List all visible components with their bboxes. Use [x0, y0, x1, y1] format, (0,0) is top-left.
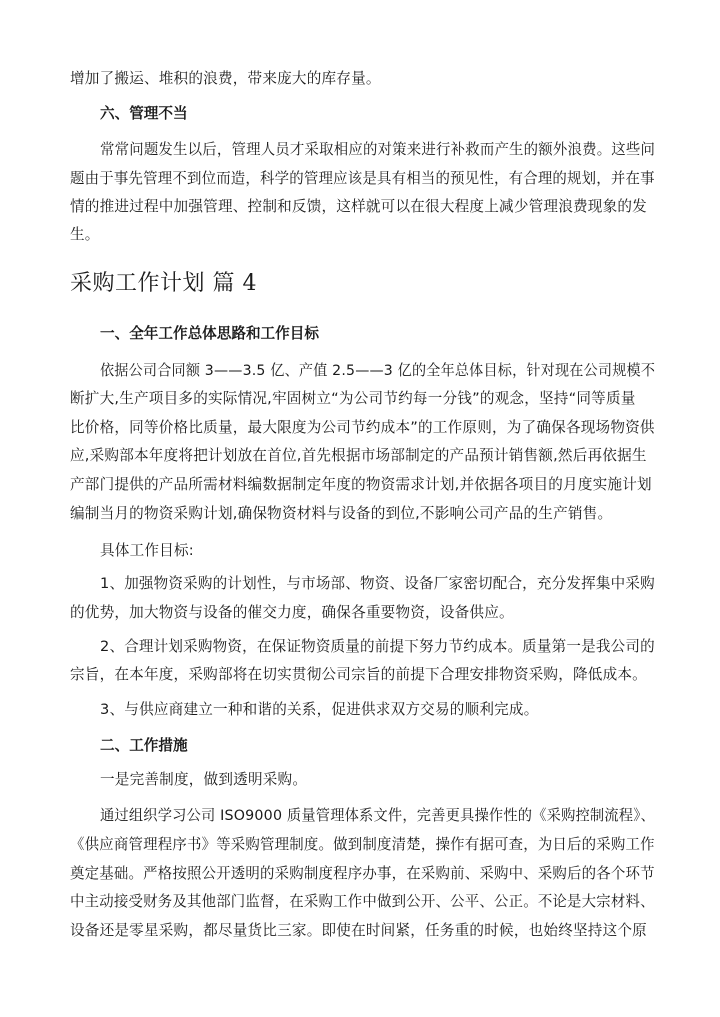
goals-label: 具体工作目标: — [100, 542, 194, 559]
goal-1-line: 的优势，加大物资与设备的催交力度，确保各重要物资，设备供应。 — [70, 604, 514, 621]
paragraph-line: 比价格，同等价格比质量，最大限度为公司节约成本”的工作原则，为了确保各现场物资供 — [70, 419, 655, 436]
paragraph-line: 《供应商管理程序书》等采购管理制度。做到制度清楚，操作有据可查，为日后的采购工作 — [70, 836, 655, 853]
paragraph-line: 情的推进过程中加强管理、控制和反馈，这样就可以在很大程度上减少管理浪费现象的发 — [70, 198, 647, 215]
paragraph-line: 常常问题发生以后，管理人员才采取相应的对策来进行补救而产生的额外浪费。这些问 — [100, 141, 656, 158]
paragraph-line: 题由于事先管理不到位而造，科学的管理应该是具有相当的预见性，有合理的规划，并在事 — [70, 170, 655, 187]
paragraph-line: 依据公司合同额 3——3.5 亿、产值 2.5——3 亿的全年总体目标，针对现在公司规模不 — [100, 362, 656, 379]
paragraph-line: 中主动接受财务及其他部门监督，在采购工作中做到公开、公平、公正。不论是大宗材料、 — [70, 893, 655, 910]
goal-1-line: 1、加强物资采购的计划性，与市场部、物资、设备厂家密切配合，充分发挥集中采购 — [100, 575, 655, 592]
part2-subheading: 一是完善制度，做到透明采购。 — [100, 771, 308, 788]
part2-heading: 二、工作措施 — [100, 737, 188, 754]
paragraph-line: 产部门提供的产品所需材料编数据制定年度的物资需求计划,并依据各项目的月度实施计划 — [70, 476, 652, 493]
goal-2-line: 宗旨，在本年度，采购部将在切实贯彻公司宗旨的前提下合理安排物资采购，降低成本。 — [70, 666, 647, 683]
part1-heading: 一、全年工作总体思路和工作目标 — [100, 325, 319, 342]
goal-3-line: 3、与供应商建立一种和谐的关系，促进供求双方交易的顺利完成。 — [100, 701, 539, 718]
section6-heading: 六、管理不当 — [100, 105, 188, 122]
goal-2-line: 2、合理计划采购物资，在保证物资质量的前提下努力节约成本。质量第一是我公司的 — [100, 638, 655, 655]
paragraph-line: 设备还是零星采购，都尽量货比三家。即使在时间紧，任务重的时候，也始终坚持这个原 — [70, 922, 647, 939]
paragraph-line: 生。 — [70, 226, 100, 243]
paragraph-line: 编制当月的物资采购计划,确保物资材料与设备的到位,不影响公司产品的生产销售。 — [70, 505, 613, 522]
section6-carry-line: 增加了搬运、堆积的浪费，带来庞大的库存量。 — [70, 70, 381, 87]
paragraph-line: 应,采购部本年度将把计划放在首位,首先根据市场部制定的产品预计销售额,然后再依据生 — [70, 447, 647, 464]
paragraph-line: 通过组织学习公司 ISO9000 质量管理体系文件，完善更具操作性的《采购控制流程》、 — [100, 807, 655, 824]
section-title: 采购工作计划 篇 4 — [70, 271, 257, 296]
paragraph-line: 断扩大,生产项目多的实际情况,牢固树立“为公司节约每一分钱”的观念，坚持“同等质量 — [70, 390, 636, 407]
paragraph-line: 奠定基础。严格按照公开透明的采购制度程序办事，在采购前、采购中、采购后的各个环节 — [70, 865, 655, 882]
